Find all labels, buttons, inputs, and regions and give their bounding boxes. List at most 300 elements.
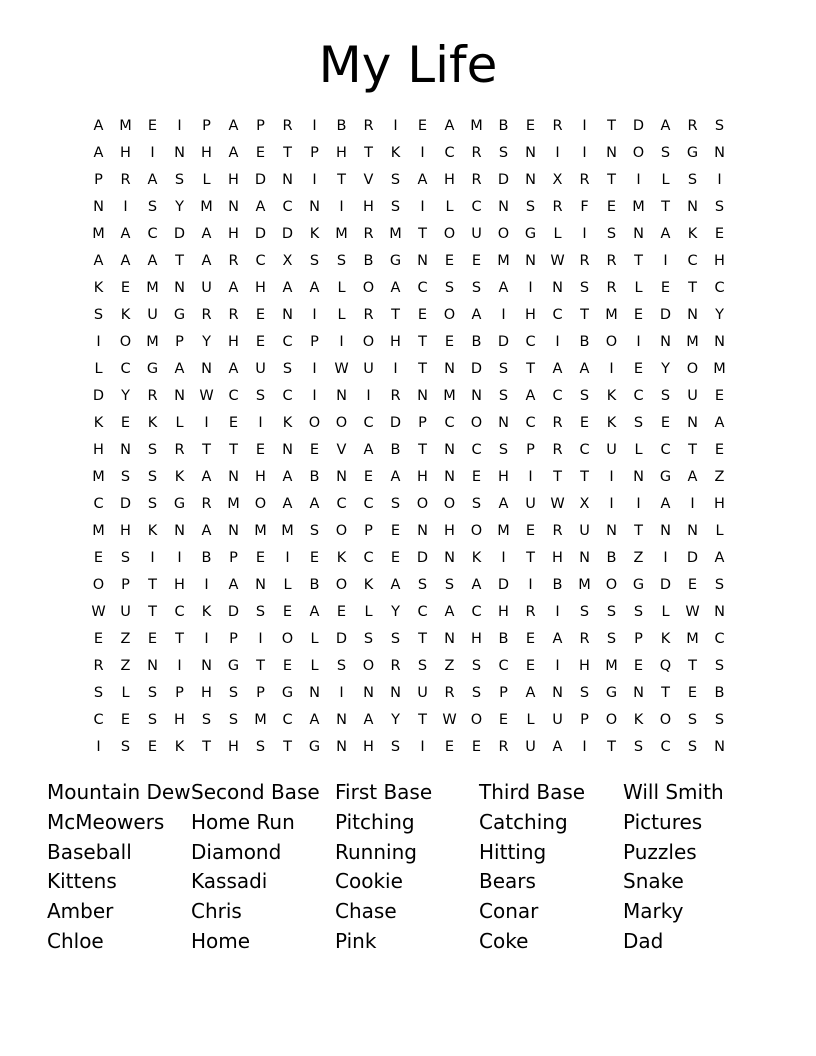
grid-letter: U — [687, 387, 698, 404]
grid-letter: G — [308, 738, 321, 755]
grid-letter: X — [579, 495, 590, 512]
grid-letter: M — [227, 495, 240, 512]
grid-letter: K — [606, 414, 617, 431]
grid-letter: G — [173, 306, 186, 323]
grid-letter: M — [497, 252, 510, 269]
grid-letter: C — [93, 711, 104, 728]
grid-letter: S — [417, 657, 428, 674]
grid-letter: S — [255, 603, 266, 620]
grid-letter: I — [339, 333, 344, 350]
grid-letter: S — [606, 630, 617, 647]
grid-letter: L — [526, 711, 535, 728]
grid-row — [85, 166, 733, 193]
grid-letter: T — [418, 360, 427, 377]
grid-letter: E — [282, 603, 293, 620]
grid-letter: I — [501, 306, 506, 323]
grid-letter: B — [309, 576, 320, 593]
grid-letter: R — [579, 630, 590, 647]
grid-letter: M — [686, 630, 699, 647]
grid-letter: R — [147, 387, 158, 404]
grid-letter: T — [175, 252, 184, 269]
grid-letter: K — [93, 414, 104, 431]
grid-letter: N — [633, 468, 644, 485]
grid-letter: O — [335, 522, 348, 539]
word-list-item: Second Base — [191, 780, 320, 804]
grid-letter: I — [609, 495, 614, 512]
word-list-item: First Base — [335, 780, 433, 804]
grid-letter: P — [229, 630, 238, 647]
page-title: My Life — [318, 36, 498, 94]
grid-letter: U — [606, 441, 617, 458]
grid-letter: W — [334, 360, 349, 377]
grid-letter: N — [201, 657, 212, 674]
grid-letter: S — [282, 360, 293, 377]
grid-letter: E — [687, 684, 698, 701]
grid-letter: G — [524, 225, 537, 242]
grid-letter: C — [579, 441, 590, 458]
grid-letter: R — [606, 279, 617, 296]
grid-letter: I — [204, 414, 209, 431]
grid-letter: I — [258, 630, 263, 647]
word-list-item: Diamond — [191, 839, 282, 864]
grid-letter: E — [606, 198, 617, 215]
grid-letter: A — [201, 252, 212, 269]
grid-letter: R — [228, 252, 239, 269]
grid-letter: N — [444, 630, 455, 647]
grid-letter: O — [470, 711, 483, 728]
grid-letter: O — [362, 279, 375, 296]
grid-letter: N — [687, 414, 698, 431]
grid-letter: N — [498, 414, 509, 431]
grid-letter: C — [417, 279, 428, 296]
grid-letter: P — [310, 333, 319, 350]
grid-letter: A — [498, 279, 509, 296]
grid-letter: A — [552, 360, 563, 377]
grid-letter: R — [579, 171, 590, 188]
grid-letter: S — [498, 360, 509, 377]
grid-letter: D — [497, 171, 510, 188]
grid-letter: C — [282, 333, 293, 350]
grid-letter: Z — [120, 657, 131, 674]
grid-letter: M — [281, 522, 294, 539]
grid-letter: S — [471, 279, 482, 296]
grid-letter: Y — [121, 387, 130, 404]
grid-letter: R — [471, 144, 482, 161]
grid-letter: I — [582, 738, 587, 755]
grid-letter: S — [498, 387, 509, 404]
grid-row — [85, 193, 733, 220]
grid-letter: A — [687, 468, 698, 485]
grid-letter: N — [201, 360, 212, 377]
grid-letter: U — [417, 684, 428, 701]
grid-letter: A — [390, 468, 401, 485]
grid-letter: S — [201, 711, 212, 728]
grid-letter: N — [363, 684, 374, 701]
grid-letter: I — [312, 171, 317, 188]
grid-letter: D — [92, 387, 105, 404]
grid-letter: A — [147, 252, 158, 269]
grid-letter: A — [282, 279, 293, 296]
grid-letter: T — [391, 306, 400, 323]
grid-letter: M — [605, 306, 618, 323]
grid-letter: R — [498, 738, 509, 755]
letter-grid — [85, 112, 733, 760]
grid-letter: C — [660, 738, 671, 755]
grid-letter: A — [228, 117, 239, 134]
grid-letter: R — [201, 495, 212, 512]
word-list-item: Puzzles — [623, 839, 697, 864]
grid-letter: K — [471, 549, 482, 566]
grid-letter: N — [552, 684, 563, 701]
grid-letter: A — [309, 279, 320, 296]
word-list-item: Snake — [623, 869, 684, 894]
grid-letter: N — [174, 279, 185, 296]
grid-letter: P — [499, 684, 508, 701]
grid-letter: A — [714, 549, 725, 566]
grid-letter: Y — [391, 711, 400, 728]
grid-letter: C — [660, 441, 671, 458]
grid-letter: E — [444, 252, 455, 269]
grid-letter: G — [605, 684, 618, 701]
grid-letter: S — [714, 117, 725, 134]
grid-letter: S — [633, 738, 644, 755]
grid-letter: P — [364, 522, 373, 539]
grid-letter: N — [336, 711, 347, 728]
grid-letter: R — [444, 684, 455, 701]
grid-letter: E — [336, 603, 347, 620]
grid-letter: S — [120, 549, 131, 566]
grid-letter: E — [633, 306, 644, 323]
grid-letter: C — [282, 198, 293, 215]
grid-letter: U — [147, 306, 158, 323]
grid-letter: M — [254, 711, 267, 728]
grid-letter: N — [444, 441, 455, 458]
grid-letter: N — [687, 198, 698, 215]
grid-letter: C — [498, 657, 509, 674]
grid-letter: R — [552, 198, 563, 215]
grid-letter: A — [660, 225, 671, 242]
grid-letter: T — [688, 441, 697, 458]
grid-letter: T — [526, 549, 535, 566]
grid-letter: E — [363, 468, 374, 485]
grid-letter: E — [390, 522, 401, 539]
grid-letter: N — [174, 387, 185, 404]
grid-letter: S — [633, 414, 644, 431]
grid-letter: Z — [714, 468, 725, 485]
grid-letter: C — [525, 414, 536, 431]
grid-letter: E — [471, 738, 482, 755]
grid-letter: C — [228, 387, 239, 404]
grid-letter: E — [714, 225, 725, 242]
grid-letter: E — [525, 522, 536, 539]
grid-letter: R — [120, 171, 131, 188]
grid-letter: N — [147, 657, 158, 674]
grid-letter: R — [390, 387, 401, 404]
grid-letter: I — [312, 306, 317, 323]
grid-letter: P — [634, 630, 643, 647]
grid-letter: M — [578, 576, 591, 593]
grid-letter: M — [146, 279, 159, 296]
grid-letter: D — [254, 225, 267, 242]
grid-letter: E — [714, 387, 725, 404]
grid-letter: S — [228, 684, 239, 701]
grid-letter: A — [390, 576, 401, 593]
grid-letter: T — [337, 171, 346, 188]
grid-letter: H — [93, 441, 104, 458]
grid-letter: A — [201, 225, 212, 242]
grid-letter: S — [147, 198, 158, 215]
grid-letter: N — [336, 468, 347, 485]
grid-letter: A — [444, 117, 455, 134]
grid-letter: O — [119, 333, 132, 350]
grid-letter: S — [525, 198, 536, 215]
grid-letter: E — [228, 414, 239, 431]
grid-letter: S — [390, 495, 401, 512]
grid-letter: R — [552, 117, 563, 134]
grid-letter: S — [120, 468, 131, 485]
grid-letter: A — [363, 441, 374, 458]
grid-letter: G — [686, 144, 699, 161]
grid-letter: E — [309, 441, 320, 458]
grid-letter: K — [147, 522, 158, 539]
grid-row — [85, 436, 733, 463]
grid-letter: K — [93, 279, 104, 296]
grid-letter: M — [389, 225, 402, 242]
grid-letter: T — [418, 333, 427, 350]
grid-letter: O — [362, 657, 375, 674]
grid-letter: I — [96, 738, 101, 755]
grid-letter: S — [390, 171, 401, 188]
grid-letter: I — [393, 117, 398, 134]
grid-letter: L — [661, 603, 670, 620]
grid-letter: O — [443, 495, 456, 512]
grid-letter: S — [309, 252, 320, 269]
grid-letter: Y — [715, 306, 724, 323]
grid-letter: B — [498, 117, 509, 134]
grid-letter: K — [633, 711, 644, 728]
grid-letter: I — [663, 252, 668, 269]
grid-letter: N — [687, 522, 698, 539]
grid-letter: L — [283, 576, 292, 593]
grid-letter: N — [660, 333, 671, 350]
grid-letter: S — [579, 684, 590, 701]
grid-letter: I — [312, 360, 317, 377]
word-list-item: Cookie — [335, 869, 403, 894]
grid-letter: R — [552, 441, 563, 458]
grid-letter: U — [552, 711, 563, 728]
grid-letter: A — [660, 495, 671, 512]
grid-letter: H — [174, 576, 185, 593]
grid-letter: T — [634, 252, 643, 269]
grid-letter: S — [93, 306, 104, 323]
grid-letter: N — [498, 198, 509, 215]
grid-letter: M — [119, 117, 132, 134]
grid-letter: C — [471, 603, 482, 620]
grid-letter: M — [146, 333, 159, 350]
grid-letter: W — [91, 603, 106, 620]
grid-letter: H — [120, 144, 131, 161]
grid-letter: U — [579, 522, 590, 539]
grid-letter: B — [390, 441, 401, 458]
grid-letter: C — [525, 333, 536, 350]
grid-letter: M — [605, 657, 618, 674]
grid-letter: I — [555, 657, 560, 674]
grid-letter: K — [390, 144, 401, 161]
grid-letter: R — [471, 171, 482, 188]
grid-row — [85, 490, 733, 517]
grid-letter: N — [444, 360, 455, 377]
grid-letter: A — [498, 495, 509, 512]
grid-letter: I — [420, 144, 425, 161]
grid-letter: U — [525, 495, 536, 512]
grid-letter: S — [147, 684, 158, 701]
grid-letter: N — [282, 171, 293, 188]
grid-letter: N — [120, 441, 131, 458]
grid-letter: M — [92, 225, 105, 242]
grid-letter: S — [255, 738, 266, 755]
grid-row — [85, 409, 733, 436]
grid-letter: E — [255, 144, 266, 161]
grid-letter: T — [607, 117, 616, 134]
grid-letter: C — [363, 549, 374, 566]
grid-letter: C — [282, 387, 293, 404]
grid-letter: M — [443, 387, 456, 404]
grid-letter: N — [525, 144, 536, 161]
grid-letter: R — [93, 657, 104, 674]
grid-letter: C — [174, 603, 185, 620]
grid-letter: P — [94, 171, 103, 188]
grid-letter: C — [471, 198, 482, 215]
grid-row — [85, 679, 733, 706]
grid-letter: E — [687, 576, 698, 593]
grid-letter: W — [199, 387, 214, 404]
grid-letter: S — [714, 657, 725, 674]
grid-letter: U — [201, 279, 212, 296]
grid-letter: E — [282, 657, 293, 674]
grid-letter: S — [606, 603, 617, 620]
grid-letter: T — [418, 711, 427, 728]
grid-letter: X — [282, 252, 293, 269]
grid-letter: A — [174, 360, 185, 377]
grid-letter: I — [420, 738, 425, 755]
grid-letter: H — [336, 144, 347, 161]
grid-letter: T — [418, 630, 427, 647]
grid-letter: S — [336, 657, 347, 674]
grid-letter: O — [362, 333, 375, 350]
grid-letter: N — [633, 684, 644, 701]
grid-letter: H — [120, 522, 131, 539]
grid-letter: E — [255, 306, 266, 323]
grid-letter: D — [416, 549, 429, 566]
grid-letter: S — [687, 171, 698, 188]
grid-letter: S — [309, 522, 320, 539]
grid-letter: L — [310, 630, 319, 647]
grid-letter: T — [580, 468, 589, 485]
word-list-item: Kassadi — [191, 869, 268, 894]
grid-letter: H — [201, 684, 212, 701]
grid-letter: D — [281, 225, 294, 242]
grid-letter: I — [717, 171, 722, 188]
grid-letter: B — [471, 333, 482, 350]
grid-letter: P — [418, 414, 427, 431]
grid-letter: T — [688, 279, 697, 296]
grid-letter: M — [470, 117, 483, 134]
grid-letter: C — [147, 225, 158, 242]
grid-letter: B — [579, 333, 590, 350]
grid-letter: O — [605, 333, 618, 350]
grid-letter: A — [201, 522, 212, 539]
grid-letter: M — [92, 468, 105, 485]
word-list — [47, 778, 767, 957]
grid-letter: S — [147, 468, 158, 485]
grid-letter: A — [201, 468, 212, 485]
grid-letter: M — [632, 198, 645, 215]
grid-letter: N — [714, 333, 725, 350]
grid-letter: M — [497, 522, 510, 539]
grid-letter: E — [660, 279, 671, 296]
grid-letter: A — [579, 360, 590, 377]
grid-letter: I — [555, 144, 560, 161]
grid-letter: A — [417, 171, 428, 188]
grid-letter: S — [579, 603, 590, 620]
grid-row — [85, 220, 733, 247]
grid-letter: B — [714, 684, 725, 701]
grid-letter: S — [660, 144, 671, 161]
grid-letter: T — [283, 738, 292, 755]
grid-letter: N — [390, 684, 401, 701]
grid-letter: T — [553, 468, 562, 485]
word-list-item: Third Base — [479, 780, 586, 804]
grid-letter: C — [282, 711, 293, 728]
grid-letter: I — [555, 333, 560, 350]
grid-letter: M — [254, 522, 267, 539]
grid-letter: O — [335, 414, 348, 431]
grid-letter: O — [254, 495, 267, 512]
word-list-item: Marky — [623, 899, 684, 924]
grid-letter: S — [120, 738, 131, 755]
grid-letter: L — [634, 441, 643, 458]
grid-letter: H — [363, 198, 374, 215]
grid-letter: N — [336, 738, 347, 755]
grid-letter: L — [553, 225, 562, 242]
grid-letter: B — [309, 468, 320, 485]
grid-letter: L — [121, 684, 130, 701]
grid-letter: P — [121, 576, 130, 593]
grid-letter: N — [687, 306, 698, 323]
grid-letter: T — [202, 441, 211, 458]
grid-letter: M — [335, 225, 348, 242]
grid-letter: A — [525, 684, 536, 701]
grid-letter: D — [497, 576, 510, 593]
grid-letter: L — [337, 279, 346, 296]
grid-letter: C — [633, 387, 644, 404]
grid-letter: M — [92, 522, 105, 539]
grid-letter: N — [714, 603, 725, 620]
grid-letter: I — [636, 171, 641, 188]
grid-letter: I — [312, 387, 317, 404]
grid-letter: A — [255, 198, 266, 215]
grid-letter: S — [444, 576, 455, 593]
grid-letter: W — [685, 603, 700, 620]
grid-letter: R — [687, 117, 698, 134]
grid-row — [85, 139, 733, 166]
grid-letter: A — [309, 603, 320, 620]
grid-letter: N — [714, 738, 725, 755]
grid-letter: S — [471, 495, 482, 512]
grid-letter: A — [282, 468, 293, 485]
grid-letter: N — [282, 306, 293, 323]
grid-letter: C — [120, 360, 131, 377]
